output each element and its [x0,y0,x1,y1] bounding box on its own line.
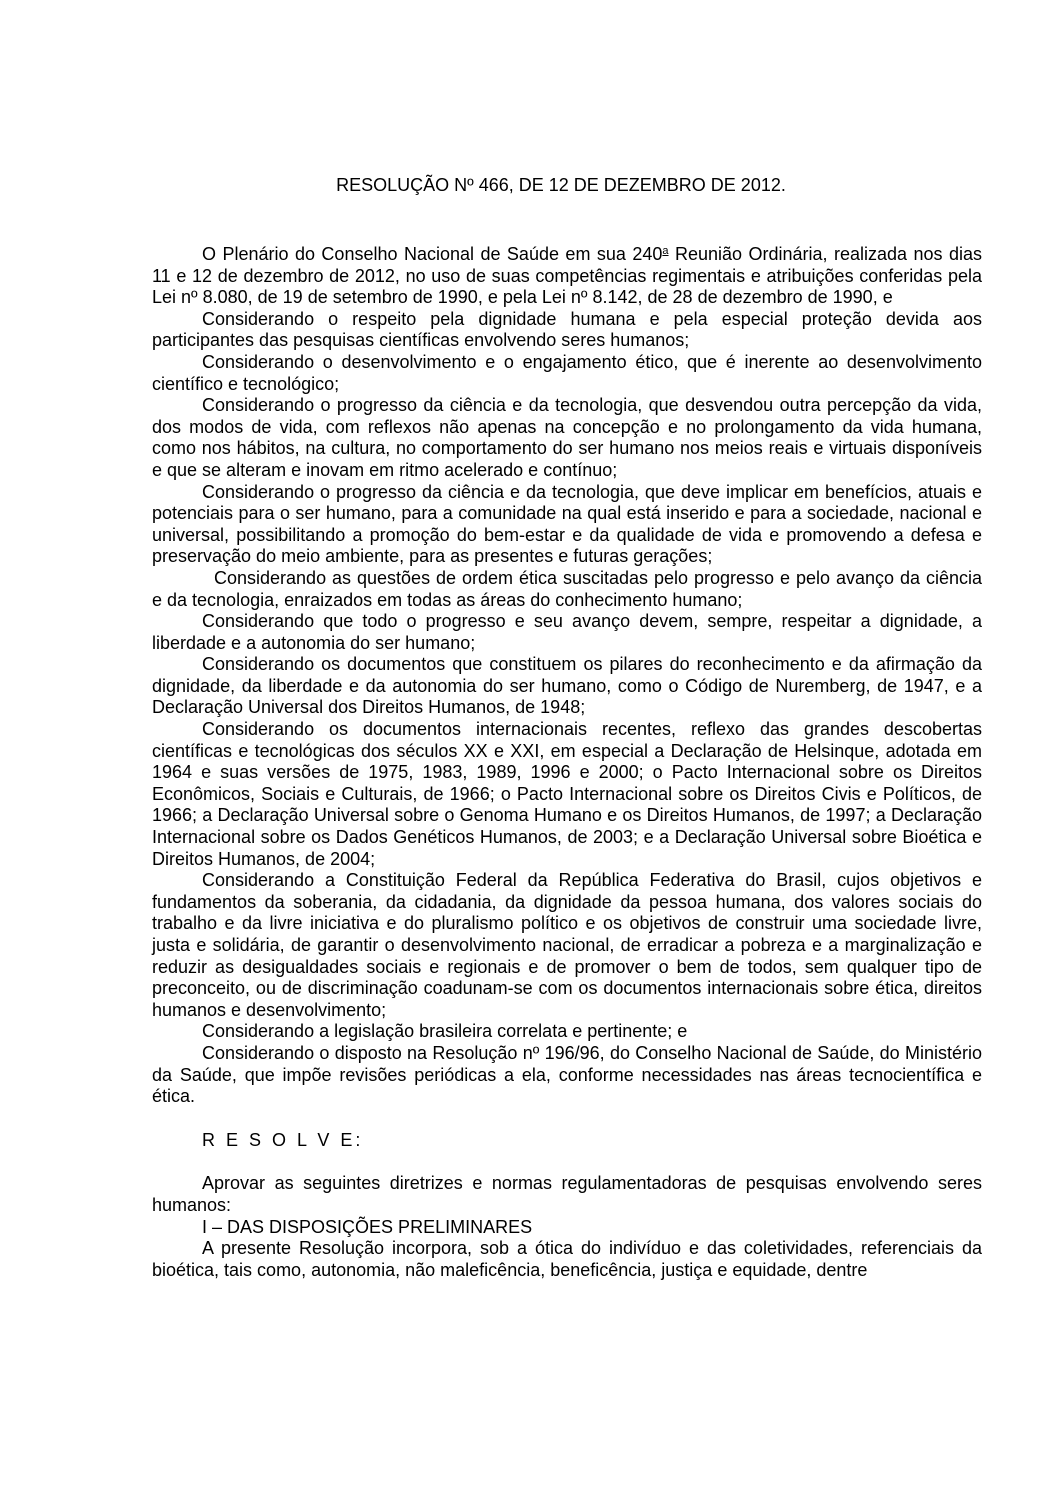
considerando-paragraph: Considerando a legislação brasileira correlata e pertinente; e [202,1021,688,1042]
considerando-paragraph: Considerando as questões de ordem ética suscitadas pelo progresso e pelo avanço da ciência e da tecnologia, enraizados em todas as áreas do conhecimento humano; [152,567,982,610]
aprovar-paragraph: Aprovar as seguintes diretrizes e normas regulamentadoras de pesquisas envolvendo seres humanos: [152,1173,982,1215]
considerando-paragraph: Considerando o progresso da ciência e da tecnologia, que desvendou outra percepção da vida, dos modos de vida, com reflexos não apenas na concepção e no prolongamento da vida humana, como nos hábitos, na cultura, no comportamento do ser humano nos meios reais e virtuais disponíveis e que se alteram e inovam em ritmo acelerado e contínuo; [152,395,982,480]
considerando-paragraph: Considerando o disposto na Resolução nº 196/96, do Conselho Nacional de Saúde, do Ministério da Saúde, que impõe revisões periódicas a ela, conforme necessidades nas áreas tecnocientífica e ética. [152,1042,982,1107]
intro-paragraph [152,244,982,309]
resolution-title: RESOLUÇÃO Nº 466, DE 12 DE DEZEMBRO DE 2012. [336,175,786,195]
section-heading: I – DAS DISPOSIÇÕES PRELIMINARES [202,1216,533,1237]
considerando-paragraph: Considerando o progresso da ciência e da tecnologia, que deve implicar em benefícios, atuais e potenciais para o ser humano, para a comunidade na qual está inserido e para a sociedade, nacional e universal, possibilitando a promoção do bem-estar e da qualidade de vida e promovendo a defesa e preservação do meio ambiente, para as presentes e futuras gerações; [152,481,982,567]
ordinal-indicator: a [662,245,669,257]
considerando-paragraph: Considerando o desenvolvimento e o engajamento ético, que é inerente ao desenvolvimento científico e tecnológico; [152,351,982,394]
intro-text-start: O Plenário do Conselho Nacional de Saúde em sua 240 [202,244,663,264]
section-paragraph: A presente Resolução incorpora, sob a ótica do indivíduo e das coletividades, referenciais da bioética, tais como, autonomia, não maleficência, beneficência, justiça e equidade, dentre [152,1238,982,1280]
considerando-paragraph: Considerando a Constituição Federal da República Federativa do Brasil, cujos objetivos e fundamentos da soberania, da cidadania, da dignidade da pessoa humana, dos valores sociais do trabalho e da livre iniciativa e do pluralismo político e os objetivos de construir uma sociedade livre, justa e solidária, de garantir o desenvolvimento nacional, de erradicar a pobreza e a marginalização e reduzir as desigualdades sociais e regionais e de promover o bem de todos, sem qualquer tipo de preconceito, ou de discriminação coadunam-se com os documentos internacionais sobre ética, direitos humanos e desenvolvimento; [152,870,982,1020]
considerando-paragraph: Considerando que todo o progresso e seu avanço devem, sempre, respeitar a dignidade, a liberdade e a autonomia do ser humano; [152,611,982,653]
document-body [152,244,982,1281]
resolve-heading: R E S O L V E: [202,1129,364,1150]
considerando-paragraph: Considerando o respeito pela dignidade humana e pela especial proteção devida aos participantes das pesquisas científicas envolvendo seres humanos; [152,308,982,351]
intro-text-end: Reunião Ordinária, realizada nos dias 11 e 12 de dezembro de 2012, no uso de suas competências regimentais e atribuições conferidas pela Lei nº 8.080, de 19 de setembro de 1990, e pela Lei nº 8.142, de 28 de dezembro de 1990, e [152,244,982,308]
considerando-paragraph: Considerando os documentos internacionais recentes, reflexo das grandes descobertas científicas e tecnológicas dos séculos XX e XXI, em especial a Declaração de Helsinque, adotada em 1964 e suas versões de 1975, 1983, 1989, 1996 e 2000; o Pacto Internacional sobre os Direitos Econômicos, Sociais e Culturais, de 1966; o Pacto Internacional sobre os Direitos Civis e Políticos, de 1966; a Declaração Universal sobre o Genoma Humano e os Direitos Humanos, de 1997; a Declaração Internacional sobre os Dados Genéticos Humanos, de 2003; e a Declaração Universal sobre Bioética e Direitos Humanos, de 2004; [152,719,982,869]
considerando-paragraph: Considerando os documentos que constituem os pilares do reconhecimento e da afirmação da dignidade, da liberdade e da autonomia do ser humano, como o Código de Nuremberg, de 1947, e a Declaração Universal dos Direitos Humanos, de 1948; [152,654,982,718]
